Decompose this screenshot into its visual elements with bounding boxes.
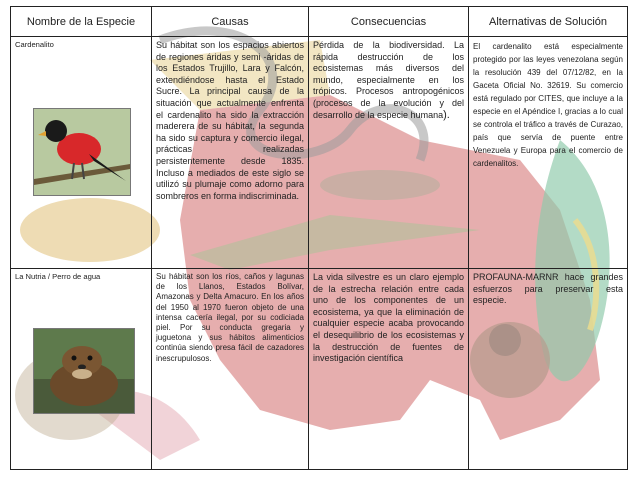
cardinal-photo bbox=[33, 108, 131, 196]
species-name: Cardenalito bbox=[15, 40, 54, 49]
consequences-cell bbox=[309, 37, 469, 269]
consequences-cell bbox=[309, 269, 469, 470]
causes-cell bbox=[152, 37, 309, 269]
consequences-text-end: ). bbox=[443, 108, 450, 121]
solutions-cell bbox=[469, 37, 628, 269]
consequences-text-main: Pérdida de la biodiversidad. La rápida destrucción de los ecosistemas más diversos del mundo, especialmente en los trópicos. Procesos antropogénicos (procesos de la evolución y del desarrollo de la especie humana bbox=[313, 40, 464, 120]
consequences-text bbox=[313, 40, 464, 121]
header-consequences: Consecuencias bbox=[309, 7, 469, 37]
causes-text: Su hábitat son los ríos, caños y lagunas de los Llanos, Estados Bolívar, Amazonas y Delta Amacuro. En los años del 1950 al 1970 fueron objeto de una intensa cacería ilegal, por su codiciada piel. Por su conducta gregaria y juguetona y sus hábitos alimenticios continúa siendo presa fácil de cazadores inescrupulosos. bbox=[156, 272, 304, 363]
otter-image bbox=[34, 329, 134, 413]
header-row bbox=[11, 7, 628, 37]
consequences-text: La vida silvestre es un claro ejemplo de la estrecha relación entre cada uno de los componentes de un ecosistema, ya que la eliminación de cualquier especie acaba provocando el desequilibrio de los ecosistemas y la destrucción de fuentes de investigación científica bbox=[313, 272, 464, 364]
causes-cell bbox=[152, 269, 309, 470]
otter-photo bbox=[33, 328, 135, 414]
species-name: La Nutria / Perro de agua bbox=[15, 272, 101, 281]
header-species: Nombre de la Especie bbox=[11, 7, 152, 37]
solutions-text: PROFAUNA-MARNR hace grandes esfuerzos para preservar esta especie. bbox=[473, 272, 623, 306]
solutions-cell bbox=[469, 269, 628, 470]
causes-text: Su hábitat son los espacios abiertos de regiones áridas y semi -áridas de los Estados Trujillo, Lara y Falcón, extendiéndose hasta el Estado Sucre. La principal causa de la situación que actualmente enfrenta el cardenalito ha sido la extracción maderera de su hábitat, la segunda ha sido su captura y comercio ilegal, prácticas realizadas persistentemente desde 1835. Incluso a mediados de este siglo se utilizó su plumaje como adorno para sombreros en forma indiscriminada. bbox=[156, 40, 304, 201]
header-causes: Causas bbox=[152, 7, 309, 37]
solutions-text: El cardenalito está especialmente protegido por las leyes venezolana según la resolución 439 del 07/12/82, en la Gaceta Oficial No. 32619. Su comercio está regulado por CITES, que incluye a la especie en el Apéndice I, gracias a lo cual se controla el tráfico a través de Curazao, país que servía de puente entre Venezuela y Europa para el comercio de cardenalitos. bbox=[473, 42, 623, 168]
header-solutions: Alternativas de Solución bbox=[469, 7, 628, 37]
cardinal-bird-image bbox=[34, 109, 130, 195]
